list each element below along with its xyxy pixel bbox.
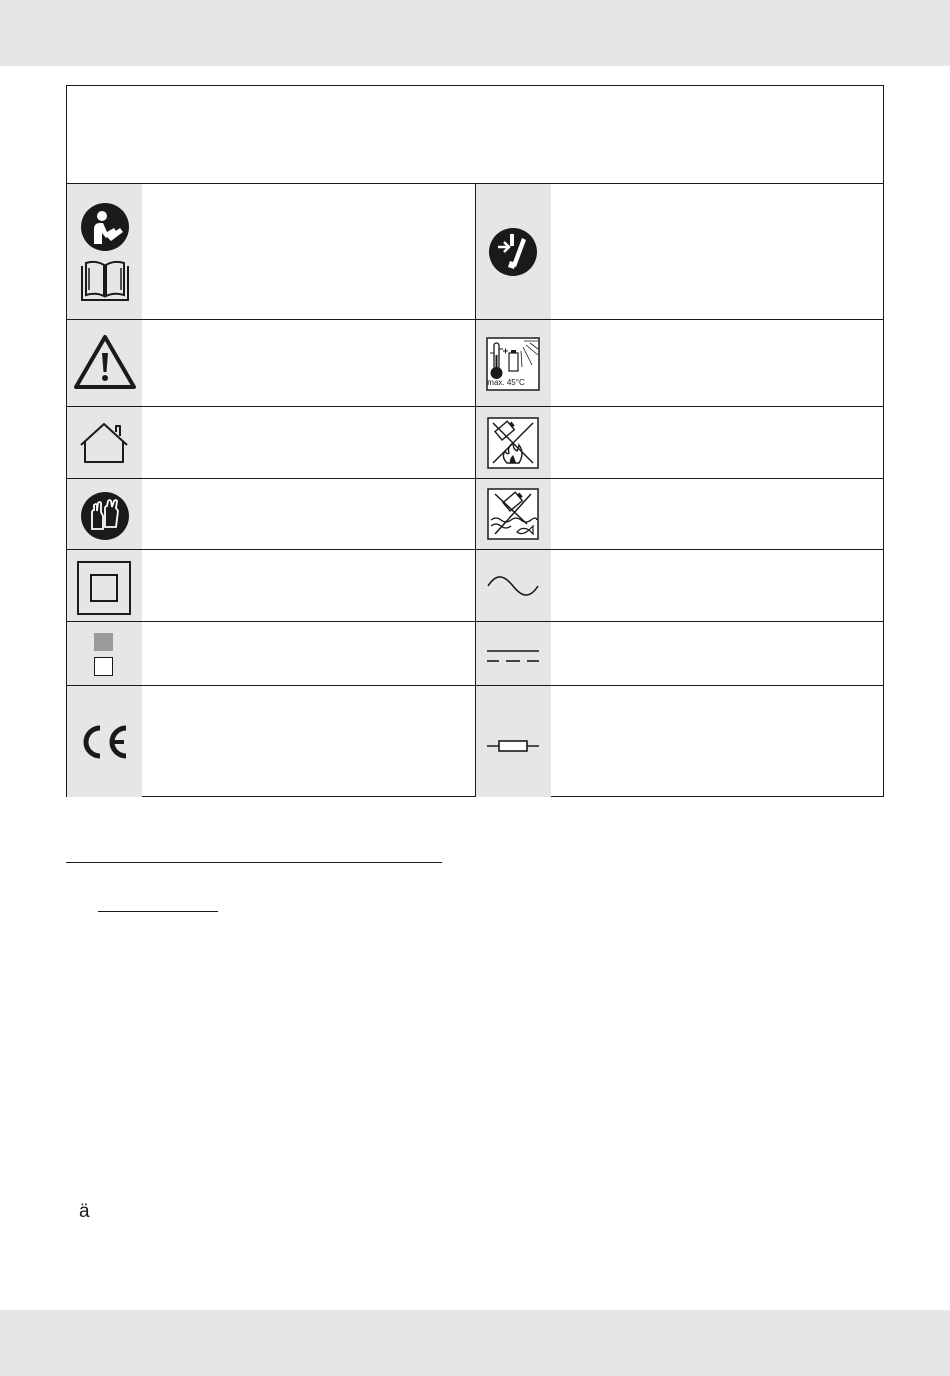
- top-gray-band: [0, 0, 950, 66]
- max-temperature-icon: [486, 337, 540, 391]
- row-divider: [67, 685, 883, 686]
- symbol-legend-table: [66, 85, 884, 797]
- ce-mark-icon: [80, 723, 130, 761]
- stray-character: ä: [79, 1201, 90, 1222]
- no-water-battery-icon: [487, 488, 539, 540]
- read-instructions-icon: [80, 202, 130, 252]
- section-underline: [66, 862, 442, 863]
- color-swatch-icon: [93, 632, 115, 678]
- disconnect-plug-icon: [488, 227, 538, 277]
- wear-gloves-icon: [80, 491, 130, 541]
- row-divider: [67, 621, 883, 622]
- warning-triangle-icon: [73, 334, 137, 390]
- row-divider: [67, 319, 883, 320]
- subsection-underline: [98, 911, 218, 912]
- bottom-gray-band: [0, 1310, 950, 1376]
- indoor-use-house-icon: [79, 422, 129, 464]
- no-fire-battery-icon: [487, 417, 539, 469]
- manual-book-icon: [80, 260, 130, 302]
- alternating-current-icon: [487, 574, 539, 598]
- protection-class-ii-icon: [76, 560, 132, 616]
- direct-current-icon: [486, 646, 540, 666]
- column-divider: [475, 183, 476, 796]
- legend-header: [67, 86, 883, 184]
- temperature-label: max. 45°C: [487, 378, 525, 387]
- row-divider: [67, 549, 883, 550]
- fuse-icon: [486, 736, 540, 756]
- row-divider: [67, 406, 883, 407]
- row-divider: [67, 478, 883, 479]
